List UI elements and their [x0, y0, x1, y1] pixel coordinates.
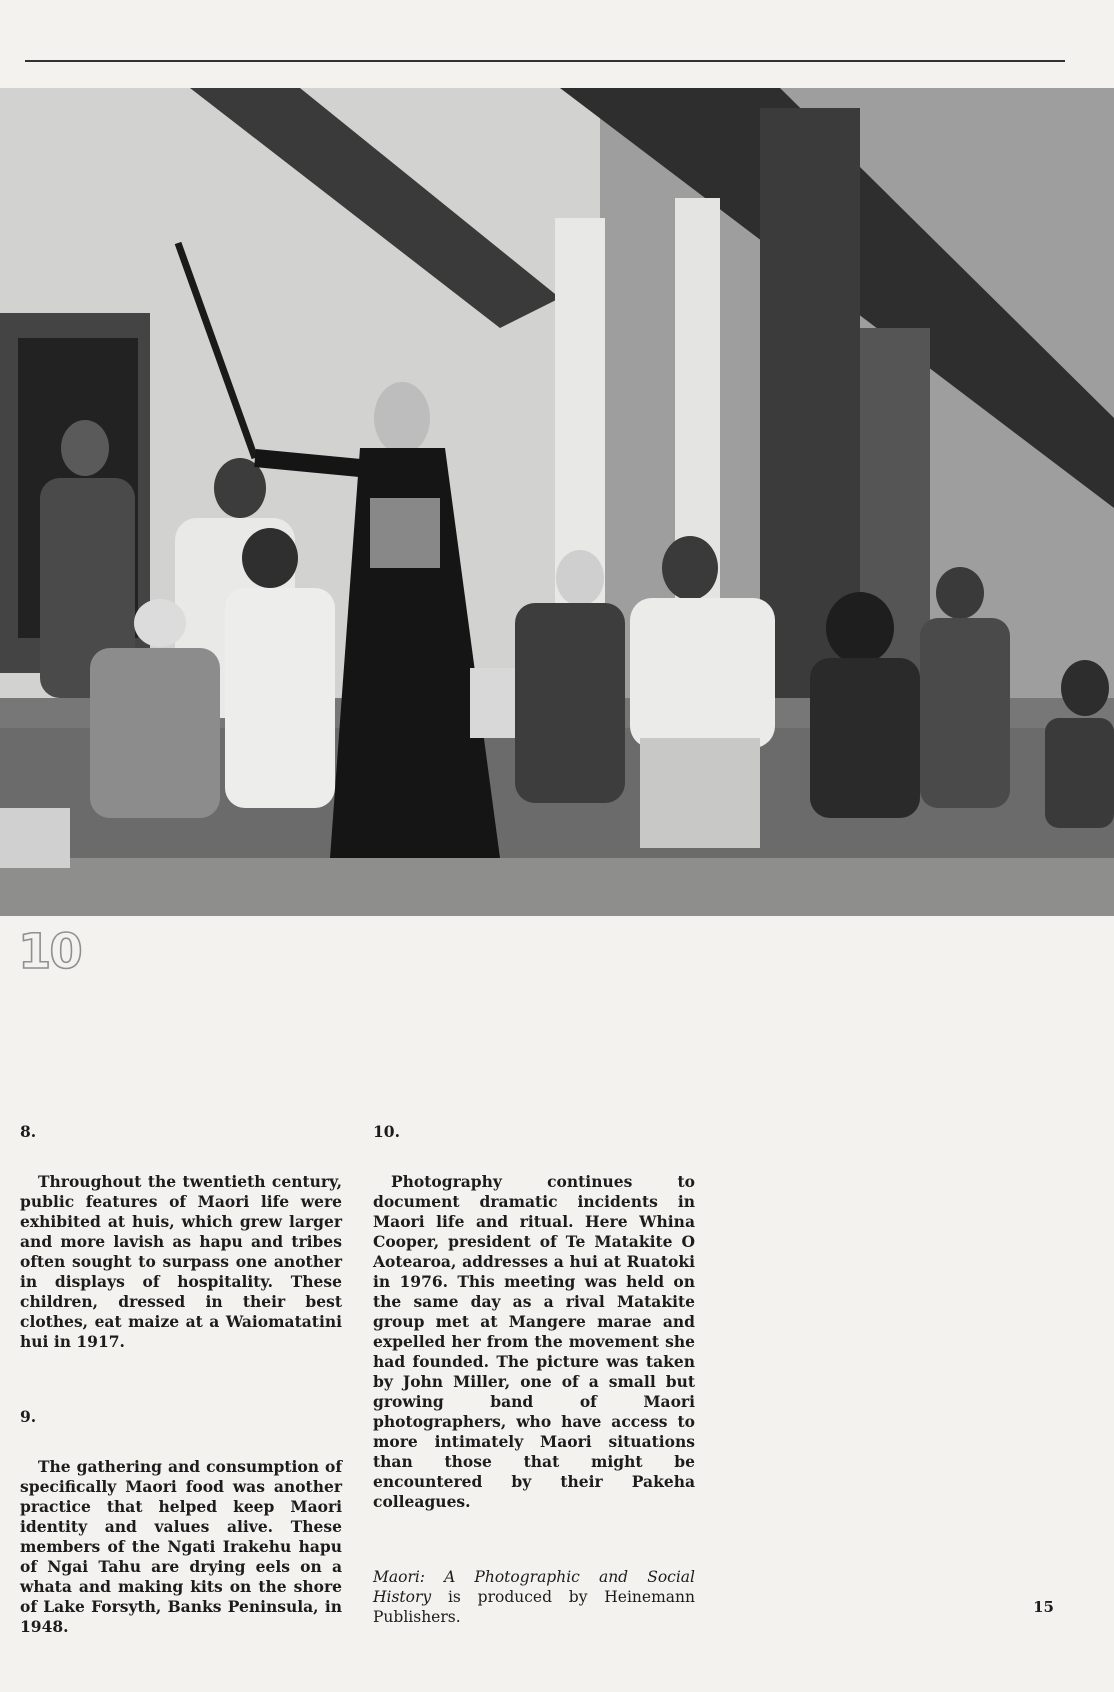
caption-number: 10.: [373, 1122, 400, 1141]
caption-column-left: [20, 1122, 342, 1692]
credit-text: is produced by Heinemann Publishers.: [373, 1588, 695, 1626]
caption-number: 9.: [20, 1407, 37, 1426]
top-rule: [25, 60, 1065, 62]
caption-number: 8.: [20, 1122, 37, 1141]
caption-text: Photography continues to document dramatic incidents in Maori life and ritual. Here Whina Cooper, president of Te Matakite O Aotearoa, addresses a hui at Ruatoki in 1976. This meeting was held on the same day as a rival Matakite group met at Mangere marae and expelled her from the movement she had founded. The picture was taken by John Miller, one of a small but growing band of Maori photographers, who have access to more intimately Maori situations than those that might be encountered by their Pakeha colleagues.: [373, 1172, 695, 1511]
caption-column-right: [373, 1122, 695, 1627]
book-title: Maori: A Photographic and Social History: [373, 1568, 695, 1606]
caption-text: Throughout the twentieth century, public features of Maori life were exhibited at huis, which grew larger and more lavish as hapu and tribes often sought to surpass one another in displays of hospitality. These children, dressed in their best clothes, eat maize at a Waiomatatini hui in 1917.: [20, 1172, 342, 1351]
caption-text: The gathering and consumption of specifically Maori food was another practice that helped keep Maori identity and values alive. These members of the Ngati Irakehu hapu of Ngai Tahu are drying eels on a whata and making kits on the shore of Lake Forsyth, Banks Peninsula, in 1948.: [20, 1457, 342, 1636]
page-number: 15: [1033, 1598, 1054, 1616]
figure-number: 10: [18, 924, 81, 980]
photograph: [0, 88, 1114, 916]
publisher-credit: [373, 1567, 695, 1627]
